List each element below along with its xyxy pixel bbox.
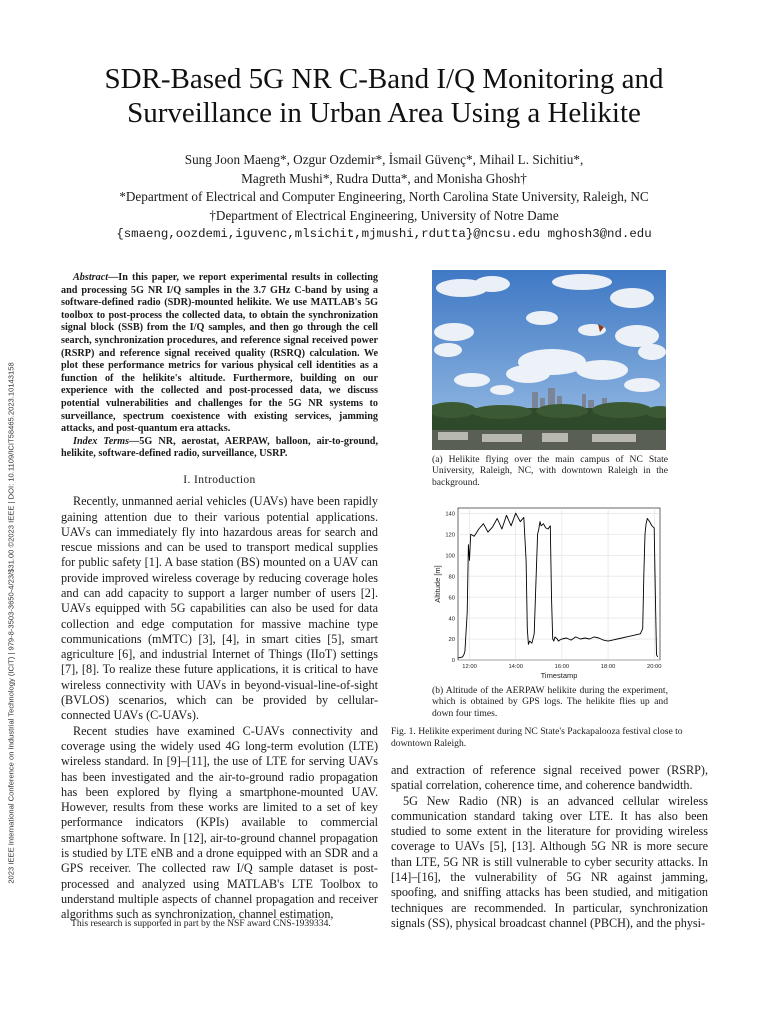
section-heading-introduction: I. Introduction	[183, 473, 256, 486]
right-paragraph-1: and extraction of reference signal received power (RSRP), spatial correlation, coherence time, and coherence bandwidth.	[391, 763, 708, 793]
figure-caption: Fig. 1. Helikite experiment during NC State's Packapalooza festival close to downtown Raleigh.	[391, 726, 683, 749]
abstract	[61, 272, 378, 436]
y-axis-label: Altitude [m]	[433, 565, 442, 603]
right-paragraph-2: 5G New Radio (NR) is an advanced cellular wireless communication standard taking over LTE. It has also been studied to some extent in the literature for providing wireless coverage to UAVs [5], [13]. Although 5G NR is more secure than LTE, 5G NR is still vulnerable to cyber security attacks. In [14]–[16], the vulnerability of 5G NR against jamming, spoofing, and sniffing attacks has been studied, and mitigation techniques are recommended. In particular, synchronization signals (SS), physical broadcast channel (PBCH), and the physi-	[391, 793, 708, 930]
y-tick-label: 100	[445, 553, 455, 560]
author-line-1: Sung Joon Maeng*, Ozgur Ozdemir*, İsmail Güvenç*, Mihail L. Sichitiu*,	[184, 152, 584, 167]
x-tick-label: 20:00	[646, 664, 662, 670]
index-terms-label: Index Terms	[73, 435, 130, 447]
intro-paragraph-1: Recently, unmanned aerial vehicles (UAVs) have been rapidly gaining attention due to their various potential applications. UAVs can immediately fly into hazardous areas for search and rescue missions and can be used to transport medical supplies for public safety [1]. A base station (BS) mounted on a UAV can provide improved wireless coverage by reducing coverage holes and can add capacity to support a larger number of users [2]. UAVs equipped with 5G capabilities can also be used for data collection and edge computation for massive machine type communications (mMTC) [3], [4], in smart cities [5], smart agriculture [6], and industrial Internet of Things (IIoT) settings [7], [8]. To realize these future applications, it is critical to have wireless connectivity with UAVs in beyond-visual-line-of-sight (BVLOS) scenarios, which can be provided by cellular-connected UAVs (C-UAVs).	[61, 494, 378, 723]
x-tick-label: 18:00	[600, 664, 616, 670]
x-tick-label: 12:00	[462, 664, 477, 670]
y-tick-label: 20	[448, 637, 455, 644]
intro-paragraph-2: Recent studies have examined C-UAVs connectivity and coverage using the widely used 4G long-term evolution (LTE) wireless standard. In [9]–[11], the use of LTE for serving UAVs has been investigated and the air-to-ground radio propagation has been explored by flying a smartphone-mounted UAV. However, results from these works are limited to a set of key performance indicators (KPIs) available to commercial smartphone software. In [12], air-to-ground channel propagation is studied by LTE eNB and a drone equipped with an SDR and a GPS receiver. The collected raw I/Q sample dataset is post-processed and analyzed using MATLAB's LTE Toolbox to understand multiple aspects of channel propagation and receiver algorithms such as synchronization, channel estimation,	[61, 723, 378, 922]
index-terms	[61, 436, 378, 461]
helikite-photo	[432, 270, 666, 450]
altitude-chart-svg	[420, 500, 670, 680]
y-tick-label: 140	[445, 511, 455, 518]
helikite-photo-illustration	[432, 270, 666, 450]
affiliation-2: †Department of Electrical Engineering, University of Notre Dame	[209, 207, 559, 223]
x-axis-label: Timestamp	[540, 671, 578, 680]
index-terms-text: —5G NR, aerostat, AERPAW, balloon, air-to-ground, helikite, software-defined radio, surveillance, USRP.	[61, 435, 378, 460]
affiliation-1: *Department of Electrical and Computer Engineering, North Carolina State University, Raleigh, NC	[119, 189, 649, 204]
author-line-2: Magreth Mushi*, Rudra Dutta*, and Monisha Ghosh†	[241, 170, 527, 186]
left-column	[61, 272, 378, 923]
altitude-chart	[420, 500, 670, 680]
subfigure-b-caption: (b) Altitude of the AERPAW helikite during the experiment, which is obtained by GPS logs. The helikite flies up and down four times.	[432, 685, 668, 719]
right-column	[391, 763, 708, 931]
abstract-text: —In this paper, we report experimental results in collecting and processing 5G NR I/Q samples in the 3.7 GHz C-band by using a software-defined radio (SDR)-mounted helikite. We use MATLAB's 5G toolbox to post-process the collected data, to obtain the synchronization signal block (SSB) from the I/Q samples, and then go through the cell search, synchronization procedures, and reference signal received power (RSRP) and reference signal received quality (RSRQ) calculation. We plot these performance metrics for various physical cell identities as a function of the helikite's altitude. Furthermore, building on our experience with the collected and post-processed data, we discuss potential vulnerabilities and challenges for the 5G NR systems to surveillance, spectrum coexistence with existing services, jamming attacks, and post-quantum era attacks.	[61, 272, 378, 435]
paper-title: SDR-Based 5G NR C-Band I/Q Monitoring and Surveillance in Urban Area Using a Helikite	[104, 63, 664, 129]
y-tick-label: 40	[448, 616, 455, 623]
y-tick-label: 120	[445, 532, 455, 539]
author-emails: {smaeng,oozdemi,iguvenc,mlsichit,mjmushi,rdutta}@ncsu.edu mghosh3@nd.edu	[116, 227, 652, 241]
author-block	[60, 151, 708, 244]
subfigure-a-caption: (a) Helikite flying over the main campus of NC State University, Raleigh, NC, with downtown Raleigh in the background.	[432, 454, 668, 488]
y-tick-label: 0	[451, 658, 455, 665]
abstract-label: Abstract	[73, 272, 109, 283]
x-tick-label: 16:00	[554, 664, 570, 670]
plot-frame	[458, 508, 660, 660]
side-identifier	[4, 298, 18, 948]
y-tick-label: 80	[448, 574, 455, 581]
funding-footnote: This research is supported in part by the NSF award CNS-1939334.	[71, 918, 331, 929]
y-tick-label: 60	[448, 595, 455, 602]
x-tick-label: 14:00	[508, 664, 523, 670]
side-identifier-text: 2023 IEEE International Conference on Industrial Technology (ICIT) | 979-8-3503-3650-4/23/$31.00 ©2023 IEEE | DOI: 10.1109/ICIT58465.2023.10143158	[6, 362, 16, 884]
